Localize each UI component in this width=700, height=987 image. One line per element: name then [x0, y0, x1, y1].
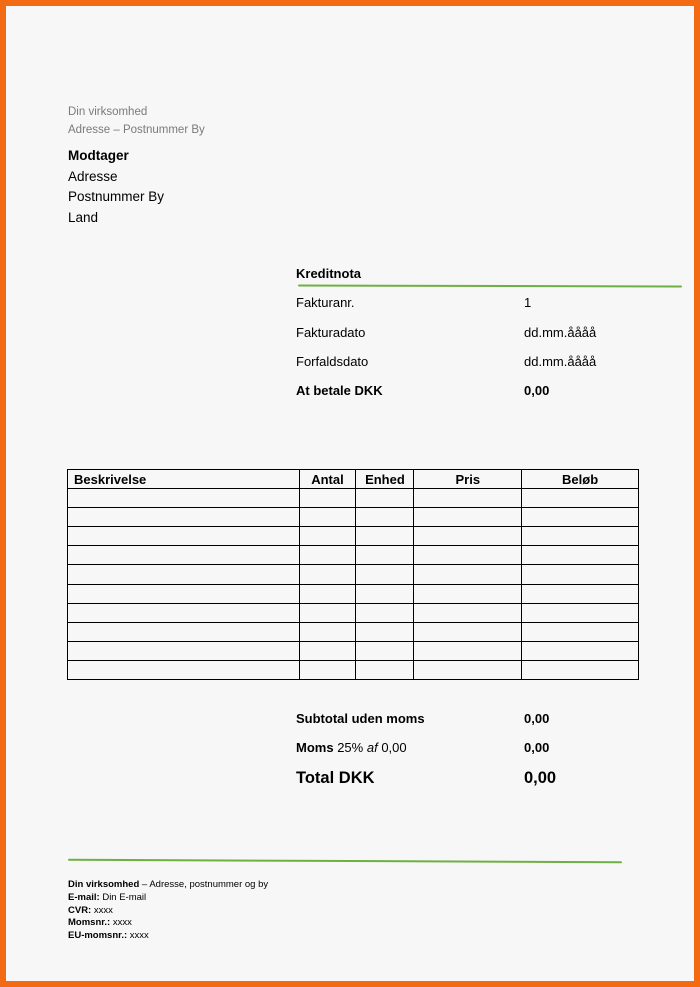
table-row — [68, 546, 639, 565]
footer-momsnr-label: Momsnr.: — [68, 917, 111, 929]
table-cell — [356, 546, 414, 565]
table-cell — [522, 527, 639, 546]
table-cell — [356, 527, 414, 546]
table-cell — [68, 641, 300, 660]
recipient-country: Land — [68, 209, 99, 225]
table-cell — [299, 527, 356, 546]
table-cell — [414, 546, 522, 565]
table-cell — [414, 584, 522, 603]
amount-due-value: 0,00 — [524, 383, 550, 398]
table-cell — [414, 660, 522, 679]
vat-line — [296, 740, 407, 755]
recipient-postal: Postnummer By — [68, 189, 165, 204]
table-cell — [68, 508, 300, 527]
footer-eu-label: EU-momsnr.: — [68, 930, 128, 942]
footer-eu-line — [68, 930, 268, 943]
table-cell — [356, 660, 414, 679]
table-cell — [68, 660, 300, 679]
sender-block — [68, 103, 205, 139]
amount-due-label: At betale DKK — [296, 383, 383, 398]
table-cell — [356, 584, 414, 603]
invoice-date-label: Fakturadato — [296, 325, 366, 340]
table-cell — [299, 489, 356, 508]
table-cell — [522, 660, 639, 679]
table-cell — [414, 527, 522, 546]
footer-company-address: – Adresse, postnummer og by — [139, 879, 269, 890]
table-cell — [522, 603, 639, 622]
table-cell — [522, 641, 639, 660]
column-header-amount: Beløb — [522, 470, 639, 489]
table-cell — [68, 489, 300, 508]
footer-momsnr-value: xxxx — [110, 917, 132, 929]
footer-email-value: Din E-mail — [99, 891, 147, 903]
table-cell — [414, 565, 522, 584]
table-cell — [299, 546, 356, 565]
due-date-value: dd.mm.åååå — [524, 354, 597, 369]
subtotal-label: Subtotal uden moms — [296, 711, 425, 726]
total-value: 0,00 — [524, 769, 557, 787]
table-row — [68, 508, 639, 527]
total-label: Total DKK — [296, 769, 375, 787]
footer-company-line — [68, 879, 268, 892]
table-cell — [522, 546, 639, 565]
vat-value: 0,00 — [524, 740, 550, 755]
invoice-date-value: dd.mm.åååå — [524, 325, 597, 340]
table-cell — [68, 622, 300, 641]
table-cell — [68, 603, 300, 622]
table-cell — [68, 527, 300, 546]
footer-block — [68, 879, 268, 943]
recipient-address: Adresse — [68, 168, 118, 184]
table-cell — [522, 565, 639, 584]
table-cell — [68, 546, 300, 565]
table-cell — [299, 565, 356, 584]
footer-email-label: E-mail: — [68, 891, 100, 903]
column-header-quantity: Antal — [299, 470, 356, 489]
table-row — [68, 660, 639, 679]
table-cell — [68, 565, 300, 584]
sender-name: Din virksomhed — [68, 106, 148, 118]
footer-cvr-value: xxxx — [91, 904, 113, 916]
table-cell — [414, 508, 522, 527]
table-row — [68, 565, 639, 584]
table-cell — [522, 489, 639, 508]
vat-rate: 25% — [337, 740, 364, 755]
column-header-description: Beskrivelse — [68, 470, 300, 489]
invoice-number-value: 1 — [524, 295, 532, 310]
credit-note-title: Kreditnota — [296, 266, 361, 281]
table-cell — [414, 622, 522, 641]
invoice-number-label: Fakturanr. — [296, 295, 355, 310]
due-date-label: Forfaldsdato — [296, 354, 369, 369]
table-header-row — [68, 470, 639, 489]
table-cell — [299, 603, 356, 622]
footer-cvr-line — [68, 905, 268, 918]
table-cell — [414, 641, 522, 660]
table-cell — [414, 603, 522, 622]
table-row — [68, 622, 639, 641]
table-cell — [68, 584, 300, 603]
table-cell — [356, 603, 414, 622]
table-cell — [356, 489, 414, 508]
subtotal-value: 0,00 — [524, 711, 550, 726]
vat-base: 0,00 — [381, 740, 407, 755]
table-row — [68, 489, 639, 508]
footer-email-line — [68, 892, 268, 905]
column-header-price: Pris — [414, 470, 522, 489]
table-row — [68, 603, 639, 622]
table-cell — [299, 622, 356, 641]
line-items-table — [67, 469, 639, 680]
table-row — [68, 527, 639, 546]
footer-company-name: Din virksomhed — [68, 879, 140, 890]
recipient-name: Modtager — [68, 148, 129, 163]
table-cell — [299, 508, 356, 527]
table-cell — [414, 489, 522, 508]
table-cell — [522, 508, 639, 527]
table-cell — [356, 508, 414, 527]
table-cell — [299, 641, 356, 660]
table-cell — [356, 622, 414, 641]
vat-of: af — [366, 740, 378, 755]
footer-eu-value: xxxx — [127, 930, 149, 942]
table-cell — [522, 584, 639, 603]
table-cell — [356, 565, 414, 584]
table-cell — [299, 660, 356, 679]
table-cell — [299, 584, 356, 603]
table-row — [68, 641, 639, 660]
recipient-block — [68, 146, 164, 228]
table-cell — [522, 622, 639, 641]
footer-momsnr-line — [68, 917, 268, 930]
footer-cvr-label: CVR: — [68, 904, 92, 916]
column-header-unit: Enhed — [356, 470, 414, 489]
table-cell — [356, 641, 414, 660]
vat-label: Moms — [296, 740, 334, 755]
sender-address: Adresse – Postnummer By — [68, 124, 205, 136]
table-row — [68, 584, 639, 603]
